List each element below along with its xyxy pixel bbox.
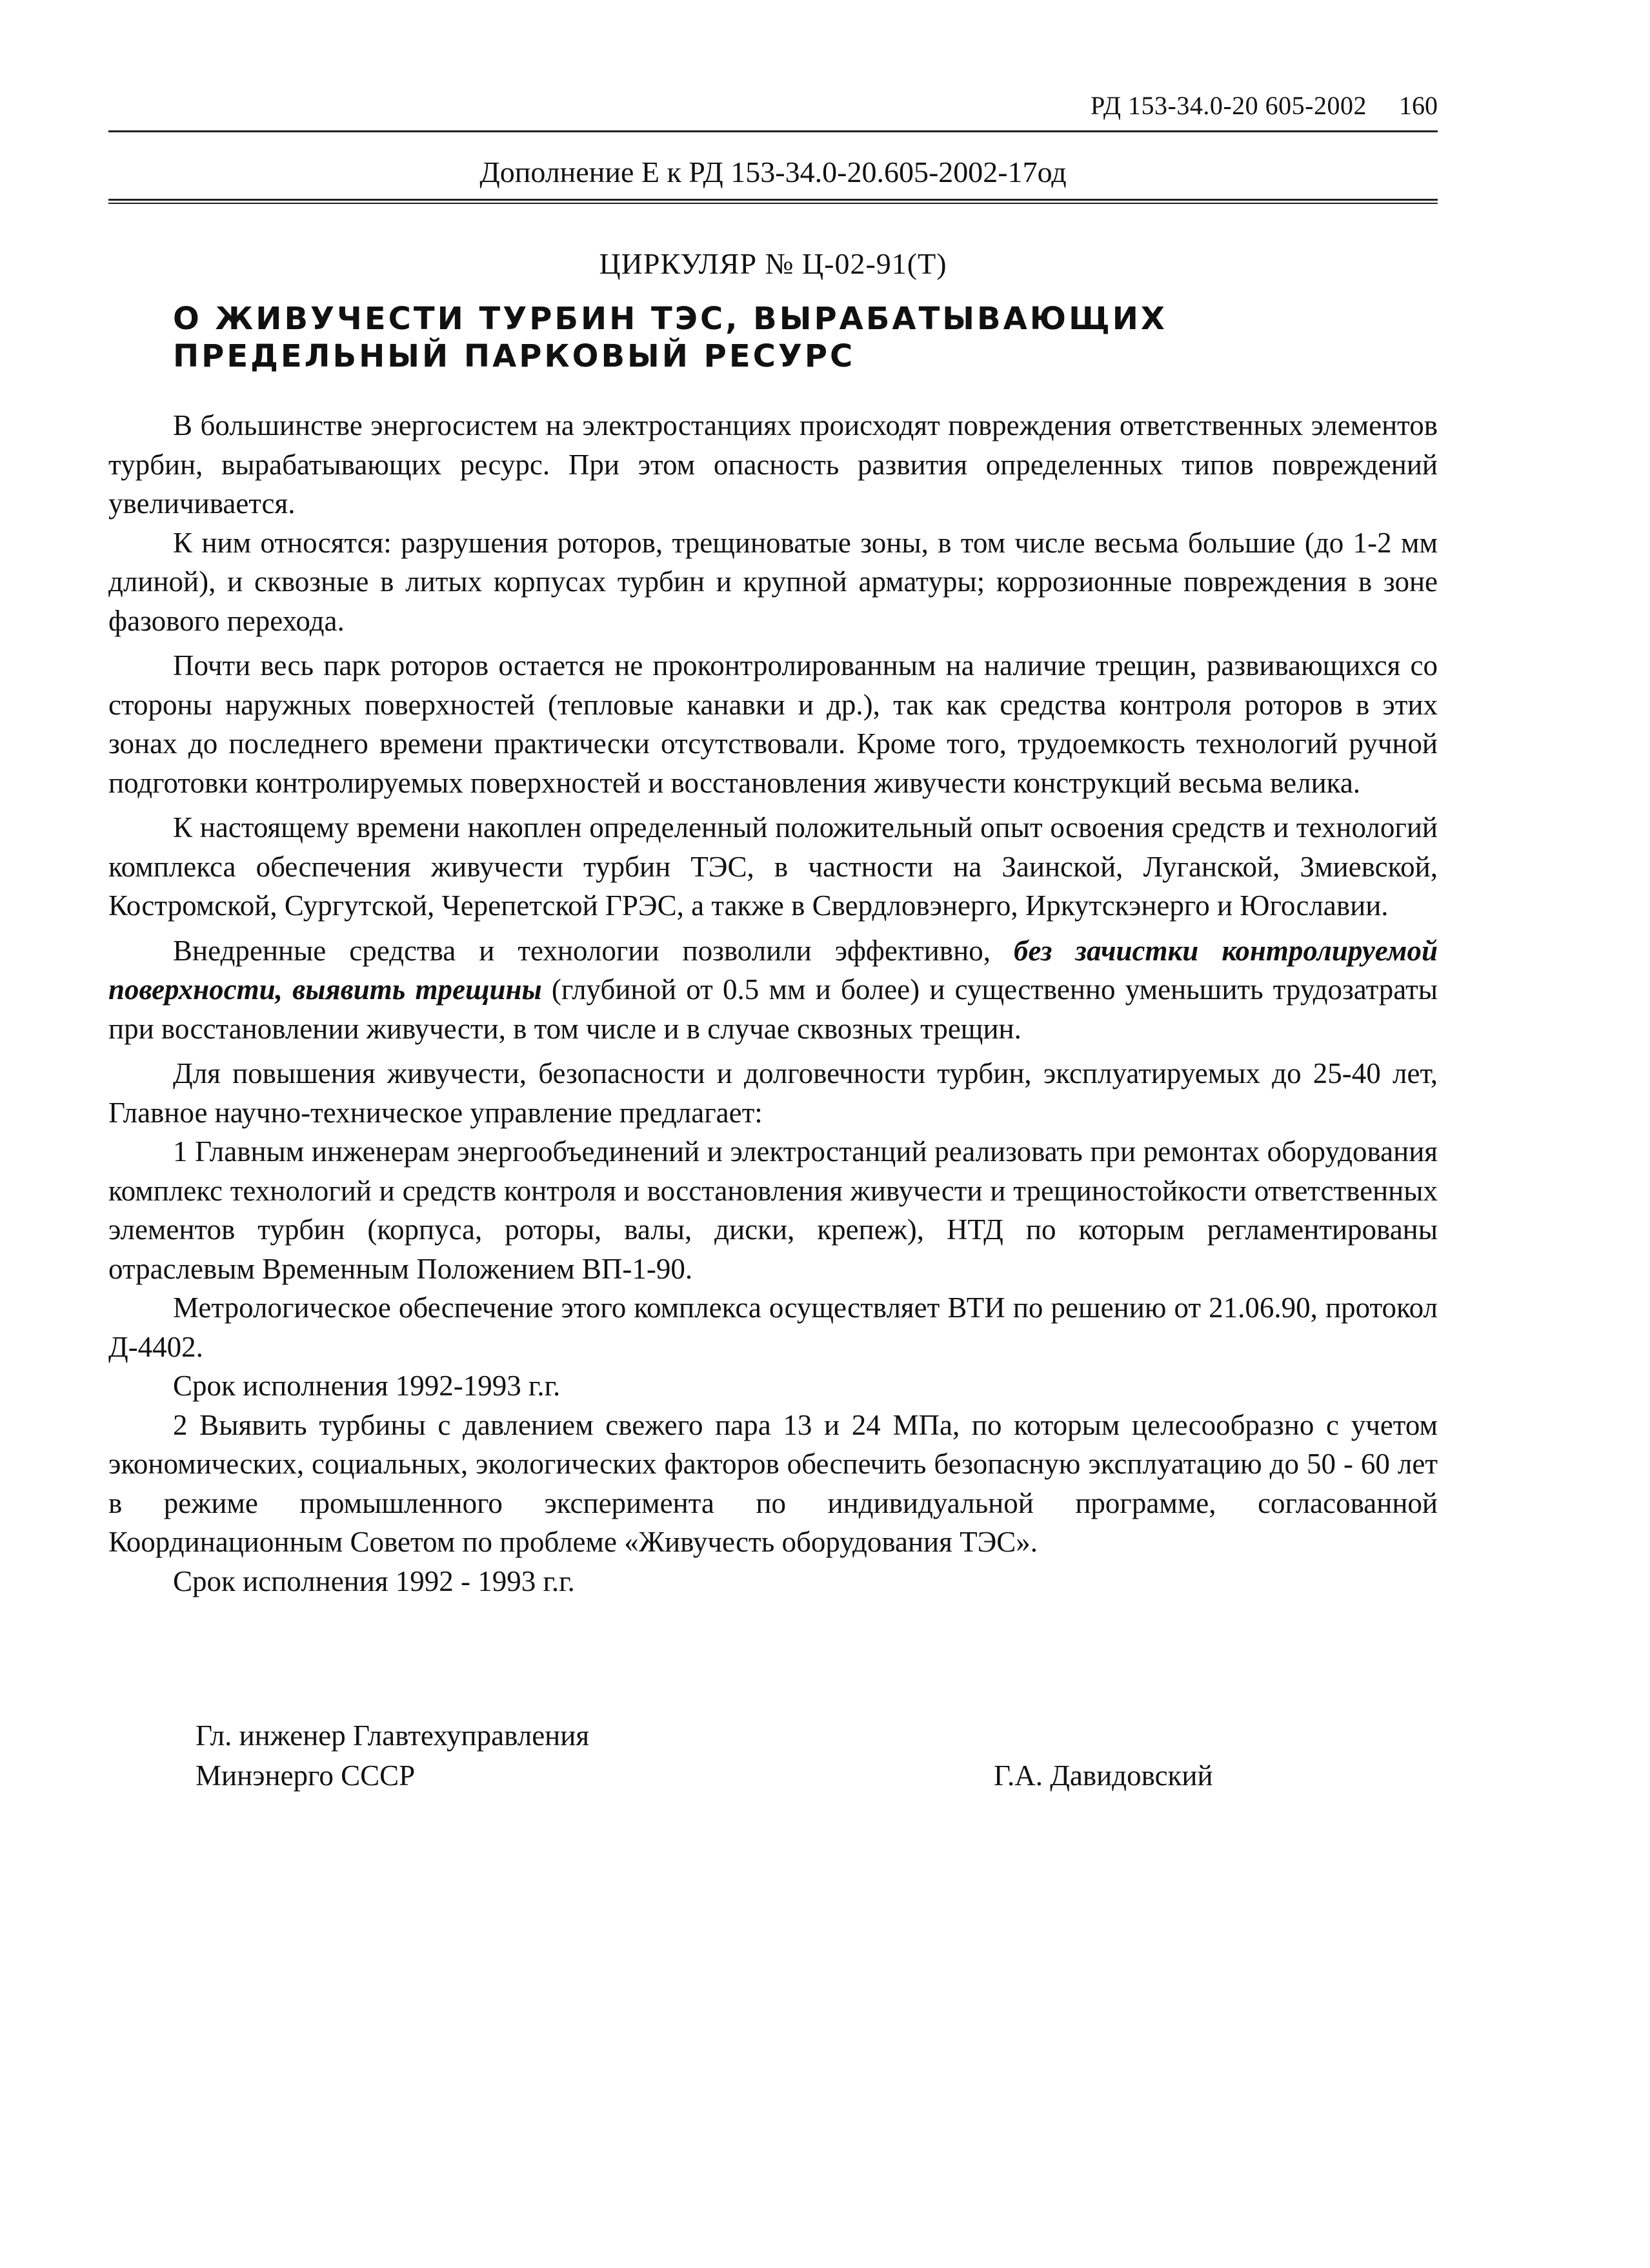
paragraph: 2 Выявить турбины с давлением свежего пара 13 и 24 МПа, по которым целесообразно с учетом экономических, социальных, экологических факторов обеспечить безопасную эксплуатацию до 50 - 60 лет в режиме промышленного эксперимента по индивидуальной программе, согласованной Координационным Советом по проблеме «Живучесть оборудования ТЭС».: [108, 1408, 1438, 1558]
document-page: [108, 77, 1438, 1806]
paragraph: 1 Главным инженерам энергообъединений и электростанций реализовать при ремонтах оборудования комплекс технологий и средств контроля и восстановления живучести и трещиностойкости ответственных элементов турбин (корпуса, роторы, валы, диски, крепеж), НТД по которым регламентированы отраслевым Временным Положением ВП-1-90.: [108, 1135, 1438, 1285]
signature-block: [108, 1716, 1438, 1806]
appendix-title: Дополнение Е к РД 153-34.0-20.605-2002-17од: [479, 156, 1067, 188]
signer-name: Г.А. Давидовский: [994, 1759, 1213, 1792]
document-code: РД 153-34.0-20 605-2002: [1091, 91, 1367, 120]
circular-number: ЦИРКУЛЯР № Ц-02-91(Т): [599, 247, 947, 280]
paragraph: Срок исполнения 1992 - 1993 г.г.: [173, 1564, 575, 1597]
signer-position-line: Гл. инженер Главтехуправления: [196, 1719, 590, 1752]
paragraph: Метрологическое обеспечение этого комплекса осуществляет ВТИ по решению от 21.06.90, протокол Д-4402.: [108, 1291, 1438, 1363]
paragraph: К ним относятся: разрушения роторов, трещиноватые зоны, в том числе весьма большие (до 1-2 мм длиной), и сквозные в литых корпусах турбин и крупной арматуры; коррозионные повреждения в зоне фазового перехода.: [108, 526, 1438, 637]
paragraph: Для повышения живучести, безопасности и долговечности турбин, эксплуатируемых до 25-40 лет, Главное научно-техническое управление предлагает:: [108, 1057, 1438, 1129]
paragraph: Срок исполнения 1992-1993 г.г.: [173, 1370, 561, 1402]
paragraph: В большинстве энергосистем на электростанциях происходят повреждения ответственных элементов турбин, вырабатывающих ресурс. При этом опасность развития определенных типов повреждений увеличивается.: [108, 409, 1438, 520]
paragraph-text: Внедренные средства и технологии позволили эффективно,: [173, 934, 1014, 967]
signer-position: [196, 1716, 589, 1796]
header-rule: [108, 130, 1438, 132]
circular-title: О ЖИВУЧЕСТИ ТУРБИН ТЭС, ВЫРАБАТЫВАЮЩИХ ПРЕДЕЛЬНЫЙ ПАРКОВЫЙ РЕСУРС: [173, 301, 1167, 374]
appendix-rule: [108, 199, 1438, 204]
signer-position-line: Минэнерго СССР: [196, 1759, 416, 1792]
paragraph: [108, 931, 1438, 1049]
paragraph: Почти весь парк роторов остается не проконтролированным на наличие трещин, развивающихся со стороны наружных поверхностей (тепловые канавки и др.), так как средства контроля роторов в этих зонах до последнего времени практически отсутствовали. Кроме того, трудоемкость технологий ручной подготовки контролируемых поверхностей и восстановления живучести конструкций весьма велика.: [108, 649, 1438, 799]
page-number: 160: [1399, 91, 1438, 120]
paragraph: К настоящему времени накоплен определенный положительный опыт освоения средств и технологий комплекса обеспечения живучести турбин ТЭС, в частности на Заинской, Луганской, Змиевской, Костромской, Сургутской, Черепетской ГРЭС, а также в Свердловэнерго, Иркутскэнерго и Югославии.: [108, 811, 1438, 922]
circular-body: [108, 406, 1438, 1601]
page-header: [108, 77, 1438, 136]
paragraph-text: (глубиной от 0.5 мм и более) и существенно уменьшить трудозатраты при восстановлении живучести, в том числе и в случае сквозных трещин.: [108, 973, 1438, 1045]
emphasized-text: без зачистки контролируемой поверхности, выявить трещины: [108, 934, 1438, 1006]
